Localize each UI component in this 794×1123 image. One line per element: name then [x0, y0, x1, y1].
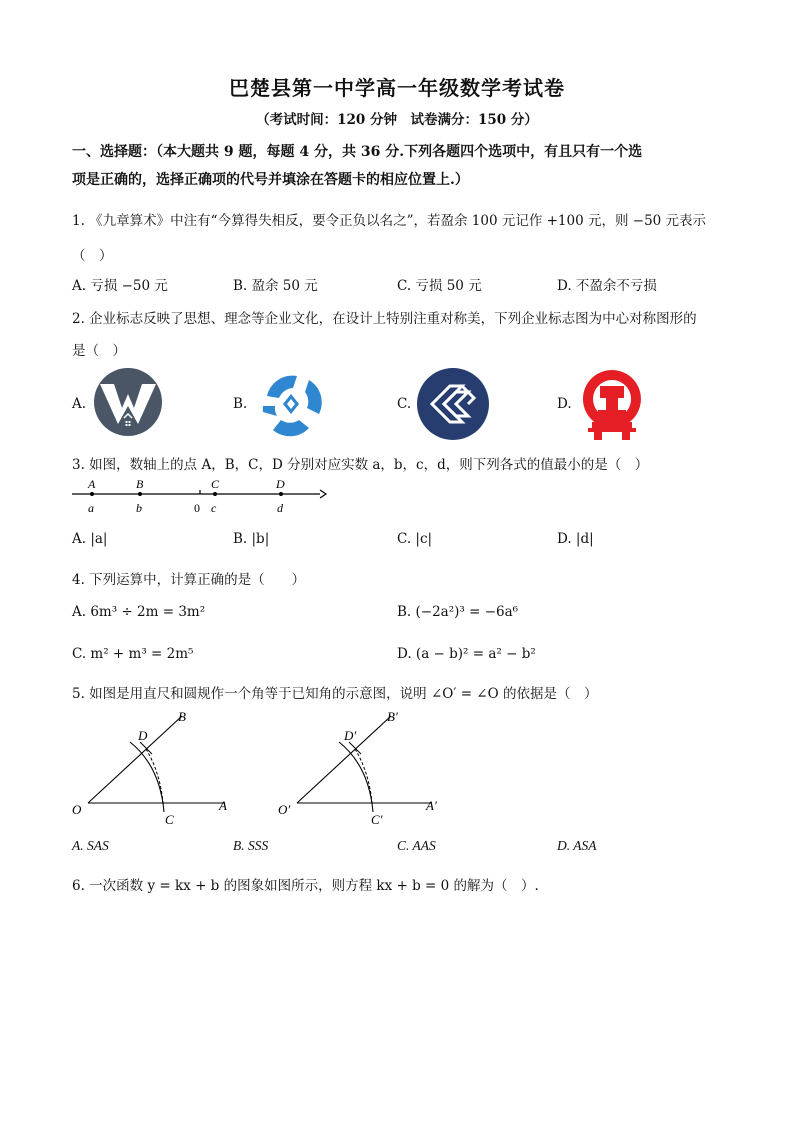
q2-stem: 2. 企业标志反映了思想、理念等企业文化，在设计上特别注重对称美，下列企业标志图为中心对称图形的 — [72, 311, 697, 327]
label-zero: 0 — [194, 501, 200, 515]
logo-railway-icon[interactable] — [578, 366, 646, 440]
q2-option-c-label[interactable]: C. — [397, 396, 412, 412]
q3-option-c[interactable]: C. |c| — [397, 531, 433, 547]
logo-swirl-icon[interactable] — [253, 366, 329, 442]
label-c: c — [211, 501, 217, 515]
logo-mobile-icon[interactable] — [416, 367, 490, 441]
q2-blank: 是（ ） — [72, 343, 126, 359]
label-C: C — [211, 477, 220, 491]
point-a — [90, 492, 94, 496]
angle-figure-original — [68, 706, 240, 830]
q1-stem: 1. 《九章算术》中注有“今算得失相反，要令正负以名之”，若盈余 100 元记作 +100 元，则 −50 元表示 — [72, 213, 707, 229]
q6-stem: 6. 一次函数 y = kx + b 的图象如图所示，则方程 kx + b = 0 的解为（ ）. — [72, 878, 539, 894]
fig1-label-D: D — [138, 728, 148, 743]
fig1-label-A: A — [219, 798, 227, 813]
q2-option-d-label[interactable]: D. — [557, 396, 572, 412]
q4-option-a[interactable]: A. 6m³ ÷ 2m = 3m² — [72, 604, 206, 620]
q4-option-b[interactable]: B. (−2a²)³ = −6a⁶ — [397, 604, 519, 620]
q1-option-d[interactable]: D. 不盈余不亏损 — [557, 278, 657, 294]
point-c — [213, 492, 217, 496]
q3-option-d[interactable]: D. |d| — [557, 531, 594, 547]
logo-w-house-icon[interactable] — [92, 366, 164, 438]
q3-option-b[interactable]: B. |b| — [233, 531, 270, 547]
q5-option-b[interactable]: B. SSS — [233, 838, 269, 853]
q1-option-c[interactable]: C. 亏损 50 元 — [397, 278, 482, 294]
angle-figure-copy — [276, 706, 456, 830]
fig1-label-C: C — [165, 812, 174, 827]
label-D: D — [276, 477, 285, 491]
fig2-label-D: D′ — [344, 728, 357, 743]
q4-option-d[interactable]: D. (a − b)² = a² − b² — [397, 646, 536, 662]
fig2-label-C: C′ — [371, 812, 383, 827]
q1-option-b[interactable]: B. 盈余 50 元 — [233, 278, 318, 294]
point-b — [138, 492, 142, 496]
fig1-label-O: O — [72, 802, 82, 817]
point-d — [279, 492, 283, 496]
q3-stem: 3. 如图，数轴上的点 A，B，C，D 分别对应实数 a，b，c，d，则下列各式的值最小的是（ ） — [72, 457, 649, 473]
q1-blank: （ ） — [72, 248, 113, 264]
q4-option-c[interactable]: C. m² + m³ = 2m⁵ — [72, 646, 194, 662]
exam-subtitle: （考试时间：120 分钟 试卷满分：150 分） — [256, 112, 538, 128]
q5-stem: 5. 如图是用直尺和圆规作一个角等于已知角的示意图，说明 ∠O′ = ∠O 的依据是（ ） — [72, 686, 598, 702]
fig1-label-B: B — [178, 709, 186, 724]
fig2-label-B: B′ — [387, 709, 398, 724]
label-B: B — [136, 477, 144, 491]
label-A: A — [88, 477, 96, 491]
q3-option-a[interactable]: A. |a| — [72, 531, 108, 547]
q4-stem: 4. 下列运算中，计算正确的是（ ） — [72, 572, 306, 588]
page-title: 巴楚县第一中学高一年级数学考试卷 — [229, 76, 565, 100]
q2-option-a-label[interactable]: A. — [72, 396, 87, 412]
fig2-label-A: A′ — [426, 798, 437, 813]
q5-option-d[interactable]: D. ASA — [557, 838, 597, 853]
fig2-label-O: O′ — [278, 802, 291, 817]
q2-option-b-label[interactable]: B. — [233, 396, 248, 412]
q5-option-a[interactable]: A. SAS — [72, 838, 109, 853]
number-line-figure — [68, 476, 330, 518]
q5-option-c[interactable]: C. AAS — [397, 838, 436, 853]
q1-option-a[interactable]: A. 亏损 −50 元 — [72, 278, 168, 294]
section-heading-line1: 一、选择题：（本大题共 9 题，每题 4 分，共 36 分.下列各题四个选项中，有且只有一个选 — [72, 144, 643, 160]
section-heading-line2: 项是正确的，选择正确项的代号并填涂在答题卡的相应位置上.） — [72, 172, 469, 188]
label-b: b — [136, 501, 142, 515]
label-a: a — [88, 501, 94, 515]
label-d: d — [277, 501, 283, 515]
